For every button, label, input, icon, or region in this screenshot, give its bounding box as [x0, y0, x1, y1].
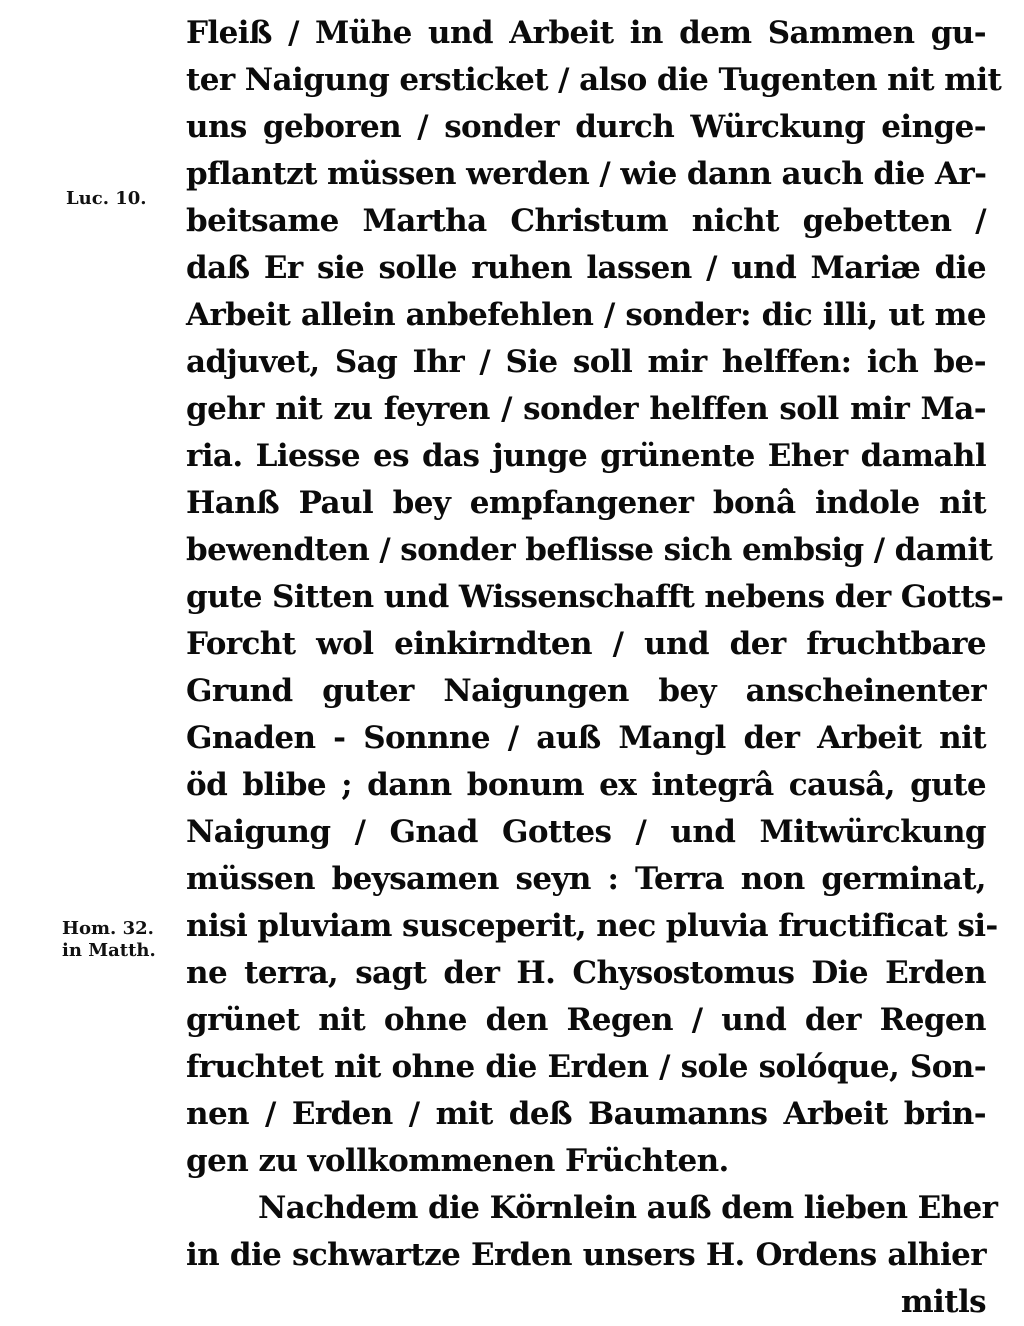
text-line: nisi pluviam susceperit, nec pluvia fructificat si- — [186, 908, 998, 944]
margin-note-homily-line-2: in Matth. — [62, 940, 156, 961]
text-line: öd blibe ; dann bonum ex integrâ causâ, gute — [186, 767, 986, 803]
text-line: ne terra, sagt der H. Chysostomus Die Erden — [186, 955, 986, 991]
text-line: Arbeit allein anbefehlen / sonder: dic illi, ut me — [186, 297, 986, 333]
text-line: Naigung / Gnad Gottes / und Mitwürckung — [186, 814, 986, 850]
text-line-paragraph-start: Nachdem die Körnlein auß dem lieben Eher — [258, 1190, 998, 1226]
text-line: Hanß Paul bey empfangener bonâ indole nit — [186, 485, 986, 521]
text-line: fruchtet nit ohne die Erden / sole solóque, Son- — [186, 1049, 986, 1085]
text-line: müssen beysamen seyn : Terra non germinat, — [186, 861, 986, 897]
margin-note-luke: Luc. 10. — [66, 188, 147, 209]
catchword: mitls — [900, 1284, 986, 1320]
text-line: adjuvet, Sag Ihr / Sie soll mir helffen: ich be- — [186, 344, 986, 380]
text-line: daß Er sie solle ruhen lassen / und Mariæ die — [186, 250, 986, 286]
text-line: Grund guter Naigungen bey anscheinenter — [186, 673, 986, 709]
text-line: gehr nit zu feyren / sonder helffen soll mir Ma- — [186, 391, 986, 427]
body-text — [186, 10, 1004, 1326]
margin-note-homily — [62, 918, 156, 962]
text-line: Forcht wol einkirndten / und der fruchtbare — [186, 626, 986, 662]
text-line: gute Sitten und Wissenschafft nebens der Gotts- — [186, 579, 1004, 615]
text-line: Fleiß / Mühe und Arbeit in dem Sammen gu- — [186, 15, 986, 51]
text-line: beitsame Martha Christum nicht gebetten / — [186, 203, 986, 239]
text-line: grünet nit ohne den Regen / und der Regen — [186, 1002, 986, 1038]
text-line: ria. Liesse es das junge grünente Eher damahl — [186, 438, 986, 474]
text-line: ter Naigung ersticket / also die Tugenten nit mit — [186, 62, 1002, 98]
text-line: gen zu vollkommenen Früchten. — [186, 1143, 729, 1179]
margin-note-homily-line-1: Hom. 32. — [62, 918, 154, 939]
text-line: nen / Erden / mit deß Baumanns Arbeit brin- — [186, 1096, 986, 1132]
text-line: in die schwartze Erden unsers H. Ordens alhier — [186, 1237, 986, 1273]
text-line: uns geboren / sonder durch Würckung einge- — [186, 109, 986, 145]
text-line: Gnaden - Sonnne / auß Mangl der Arbeit nit — [186, 720, 986, 756]
text-line: pflantzt müssen werden / wie dann auch die Ar- — [186, 156, 987, 192]
text-line: bewendten / sonder beflisse sich embsig / damit — [186, 532, 993, 568]
